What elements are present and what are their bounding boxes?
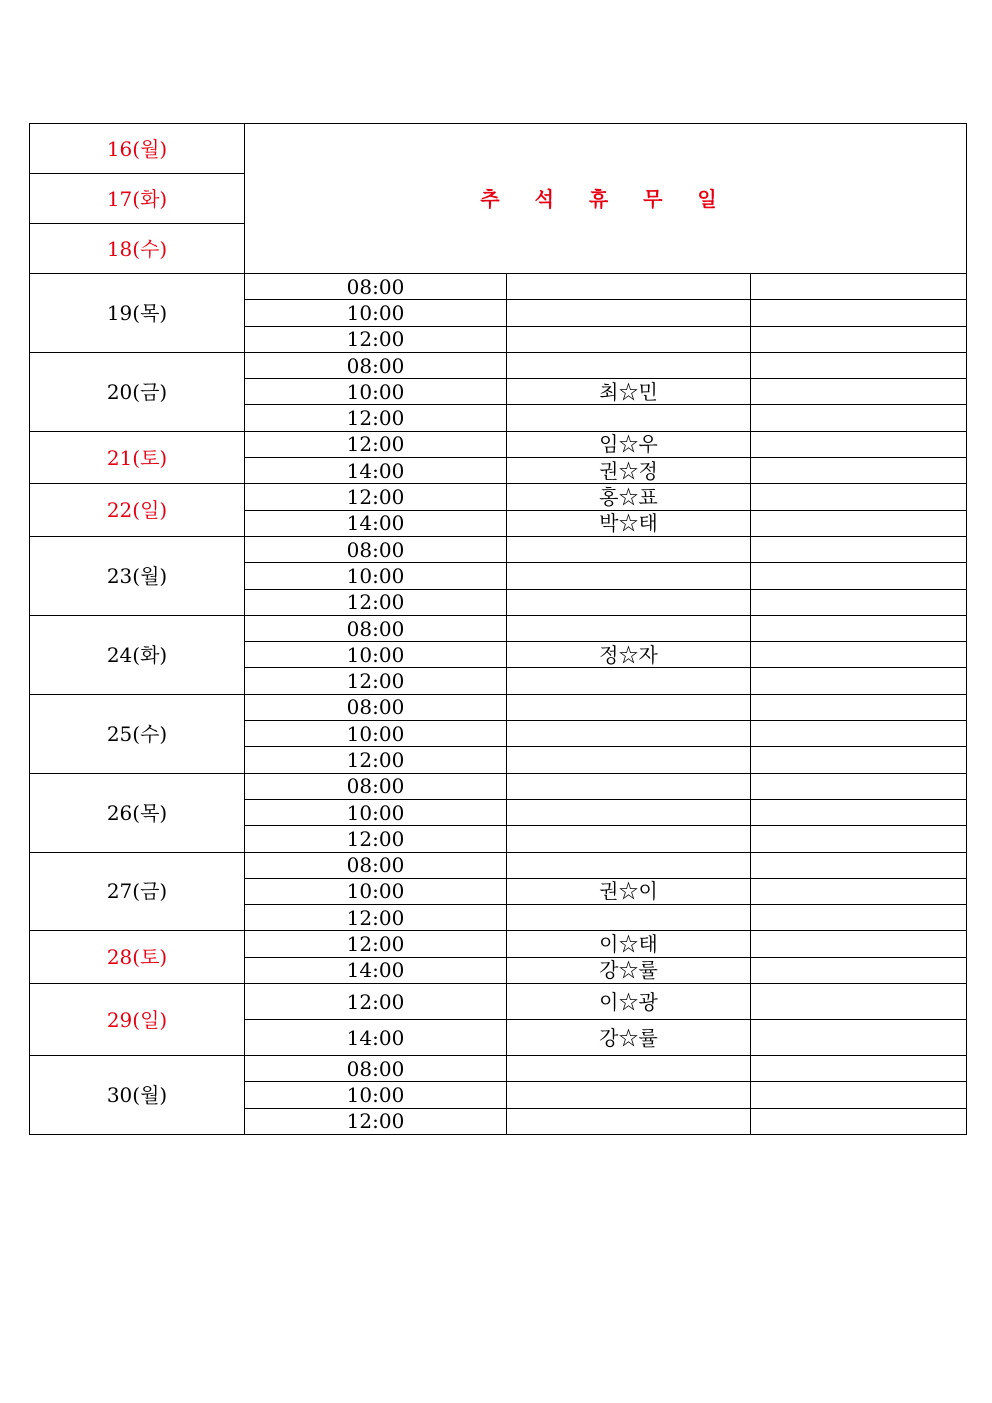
day-cell: 19(목) bbox=[30, 274, 245, 353]
extra-cell bbox=[751, 326, 967, 352]
name-cell: 이☆광 bbox=[507, 984, 751, 1020]
time-cell: 14:00 bbox=[245, 458, 507, 484]
day-cell: 28(토) bbox=[30, 931, 245, 984]
extra-cell bbox=[751, 563, 967, 589]
extra-cell bbox=[751, 747, 967, 773]
name-cell bbox=[507, 905, 751, 931]
name-cell: 정☆자 bbox=[507, 642, 751, 668]
time-cell: 10:00 bbox=[245, 799, 507, 825]
extra-cell bbox=[751, 615, 967, 641]
schedule-row bbox=[30, 852, 967, 878]
holiday-row bbox=[30, 124, 967, 174]
schedule-row bbox=[30, 615, 967, 641]
name-cell bbox=[507, 694, 751, 720]
name-cell: 강☆률 bbox=[507, 1020, 751, 1056]
time-cell: 08:00 bbox=[245, 694, 507, 720]
time-cell: 12:00 bbox=[245, 905, 507, 931]
name-cell bbox=[507, 773, 751, 799]
extra-cell bbox=[751, 431, 967, 457]
extra-cell bbox=[751, 694, 967, 720]
holiday-day-cell: 18(수) bbox=[30, 224, 245, 274]
day-cell: 20(금) bbox=[30, 352, 245, 431]
extra-cell bbox=[751, 1056, 967, 1082]
name-cell: 권☆이 bbox=[507, 878, 751, 904]
time-cell: 10:00 bbox=[245, 878, 507, 904]
time-cell: 08:00 bbox=[245, 852, 507, 878]
name-cell bbox=[507, 668, 751, 694]
name-cell bbox=[507, 589, 751, 615]
time-cell: 08:00 bbox=[245, 1056, 507, 1082]
schedule-row bbox=[30, 431, 967, 457]
name-cell: 홍☆표 bbox=[507, 484, 751, 510]
name-cell: 강☆률 bbox=[507, 957, 751, 983]
name-cell bbox=[507, 326, 751, 352]
time-cell: 14:00 bbox=[245, 510, 507, 536]
name-cell bbox=[507, 1056, 751, 1082]
extra-cell bbox=[751, 721, 967, 747]
extra-cell bbox=[751, 905, 967, 931]
name-cell bbox=[507, 852, 751, 878]
time-cell: 10:00 bbox=[245, 563, 507, 589]
name-cell bbox=[507, 352, 751, 378]
time-cell: 08:00 bbox=[245, 352, 507, 378]
schedule-row bbox=[30, 352, 967, 378]
extra-cell bbox=[751, 668, 967, 694]
time-cell: 12:00 bbox=[245, 1108, 507, 1134]
time-cell: 12:00 bbox=[245, 589, 507, 615]
extra-cell bbox=[751, 642, 967, 668]
extra-cell bbox=[751, 984, 967, 1020]
time-cell: 08:00 bbox=[245, 615, 507, 641]
name-cell bbox=[507, 721, 751, 747]
schedule-table bbox=[29, 123, 967, 1135]
schedule-body bbox=[30, 124, 967, 1135]
schedule-row bbox=[30, 984, 967, 1020]
extra-cell bbox=[751, 536, 967, 562]
extra-cell bbox=[751, 589, 967, 615]
holiday-day-cell: 16(월) bbox=[30, 124, 245, 174]
schedule-row bbox=[30, 773, 967, 799]
schedule-row bbox=[30, 536, 967, 562]
day-cell: 24(화) bbox=[30, 615, 245, 694]
extra-cell bbox=[751, 878, 967, 904]
name-cell: 임☆우 bbox=[507, 431, 751, 457]
extra-cell bbox=[751, 1020, 967, 1056]
extra-cell bbox=[751, 931, 967, 957]
time-cell: 12:00 bbox=[245, 326, 507, 352]
extra-cell bbox=[751, 773, 967, 799]
time-cell: 12:00 bbox=[245, 931, 507, 957]
extra-cell bbox=[751, 379, 967, 405]
day-cell: 27(금) bbox=[30, 852, 245, 931]
name-cell bbox=[507, 300, 751, 326]
name-cell bbox=[507, 563, 751, 589]
time-cell: 12:00 bbox=[245, 668, 507, 694]
name-cell: 이☆태 bbox=[507, 931, 751, 957]
schedule-row bbox=[30, 274, 967, 300]
time-cell: 12:00 bbox=[245, 431, 507, 457]
extra-cell bbox=[751, 510, 967, 536]
time-cell: 10:00 bbox=[245, 1082, 507, 1108]
day-cell: 25(수) bbox=[30, 694, 245, 773]
time-cell: 14:00 bbox=[245, 1020, 507, 1056]
closed-banner: 추 석 휴 무 일 bbox=[245, 124, 967, 274]
time-cell: 12:00 bbox=[245, 826, 507, 852]
time-cell: 12:00 bbox=[245, 747, 507, 773]
time-cell: 08:00 bbox=[245, 274, 507, 300]
name-cell bbox=[507, 1108, 751, 1134]
extra-cell bbox=[751, 826, 967, 852]
day-cell: 26(목) bbox=[30, 773, 245, 852]
schedule-row bbox=[30, 694, 967, 720]
schedule-row bbox=[30, 484, 967, 510]
name-cell bbox=[507, 274, 751, 300]
day-cell: 30(월) bbox=[30, 1056, 245, 1135]
time-cell: 12:00 bbox=[245, 484, 507, 510]
name-cell bbox=[507, 536, 751, 562]
name-cell bbox=[507, 405, 751, 431]
day-cell: 23(월) bbox=[30, 536, 245, 615]
name-cell bbox=[507, 747, 751, 773]
extra-cell bbox=[751, 458, 967, 484]
holiday-day-cell: 17(화) bbox=[30, 174, 245, 224]
extra-cell bbox=[751, 405, 967, 431]
name-cell bbox=[507, 1082, 751, 1108]
time-cell: 08:00 bbox=[245, 536, 507, 562]
extra-cell bbox=[751, 1108, 967, 1134]
day-cell: 29(일) bbox=[30, 984, 245, 1056]
extra-cell bbox=[751, 852, 967, 878]
name-cell bbox=[507, 826, 751, 852]
day-cell: 22(일) bbox=[30, 484, 245, 537]
time-cell: 08:00 bbox=[245, 773, 507, 799]
time-cell: 12:00 bbox=[245, 984, 507, 1020]
day-cell: 21(토) bbox=[30, 431, 245, 484]
extra-cell bbox=[751, 274, 967, 300]
extra-cell bbox=[751, 799, 967, 825]
extra-cell bbox=[751, 957, 967, 983]
extra-cell bbox=[751, 484, 967, 510]
time-cell: 14:00 bbox=[245, 957, 507, 983]
extra-cell bbox=[751, 1082, 967, 1108]
name-cell bbox=[507, 615, 751, 641]
name-cell: 박☆태 bbox=[507, 510, 751, 536]
time-cell: 12:00 bbox=[245, 405, 507, 431]
schedule-row bbox=[30, 931, 967, 957]
name-cell: 최☆민 bbox=[507, 379, 751, 405]
time-cell: 10:00 bbox=[245, 642, 507, 668]
extra-cell bbox=[751, 300, 967, 326]
name-cell bbox=[507, 799, 751, 825]
time-cell: 10:00 bbox=[245, 721, 507, 747]
name-cell: 권☆정 bbox=[507, 458, 751, 484]
extra-cell bbox=[751, 352, 967, 378]
schedule-row bbox=[30, 1056, 967, 1082]
time-cell: 10:00 bbox=[245, 379, 507, 405]
time-cell: 10:00 bbox=[245, 300, 507, 326]
